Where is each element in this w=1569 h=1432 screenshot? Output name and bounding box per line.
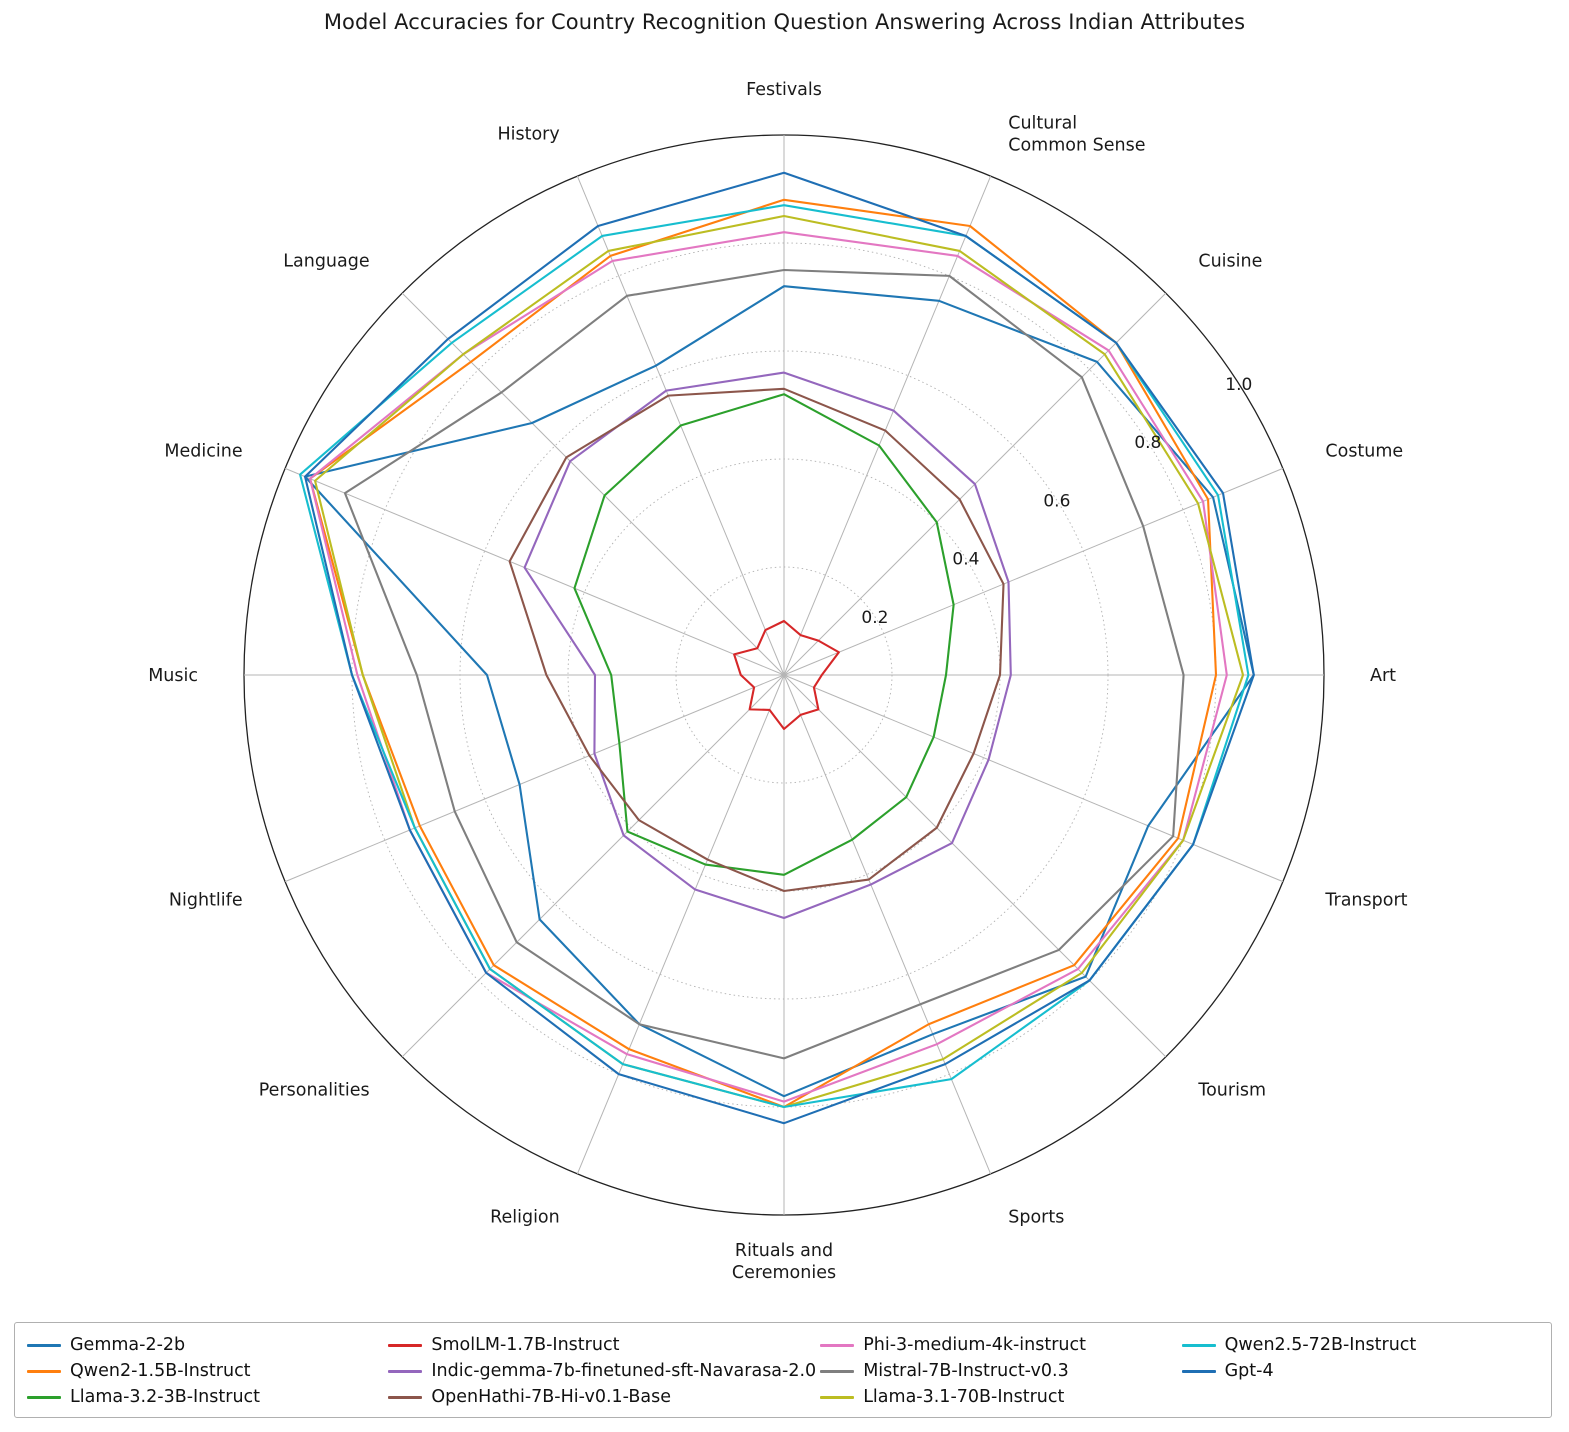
category-label-1: Cultural Common Sense [1008, 113, 1146, 156]
legend-swatch-icon [820, 1370, 854, 1373]
radial-tick-label: 0.4 [952, 549, 980, 570]
legend-swatch-icon [388, 1396, 422, 1399]
axis-spoke [285, 468, 784, 675]
legend-item[interactable] [820, 1361, 1177, 1381]
axis-spoke [784, 675, 991, 1174]
legend-swatch-icon [388, 1344, 422, 1347]
category-label-7: Sports [1008, 1207, 1065, 1228]
radial-tick-label: 0.6 [1043, 491, 1071, 512]
legend-item[interactable] [820, 1335, 1177, 1355]
series-line-7 [345, 270, 1184, 1058]
category-label-6: Tourism [1198, 1080, 1267, 1101]
legend-label: Llama-3.2-3B-Instruct [70, 1387, 261, 1407]
legend-swatch-icon [820, 1344, 854, 1347]
legend-label: Gemma-2-2b [70, 1335, 186, 1355]
category-label-11: Nightlife [168, 890, 243, 911]
legend-item[interactable] [388, 1335, 816, 1355]
page-title: Model Accuracies for Country Recognition Question Answering Across Indian Attributes [323, 10, 1246, 34]
legend-swatch-icon [1182, 1370, 1216, 1373]
legend-item[interactable] [820, 1387, 1177, 1407]
radial-tick-label: 0.2 [861, 607, 889, 628]
legend-swatch-icon [27, 1370, 61, 1373]
legend-label: SmolLM-1.7B-Instruct [431, 1335, 620, 1355]
legend-item[interactable] [27, 1335, 384, 1355]
axis-spoke [784, 675, 1166, 1057]
category-label-8: Rituals and Ceremonies [731, 1241, 837, 1283]
legend-label: Mistral-7B-Instruct-v0.3 [863, 1361, 1069, 1381]
category-label-13: Medicine [164, 441, 243, 462]
legend-item[interactable] [388, 1387, 816, 1407]
category-label-2: Cuisine [1198, 251, 1263, 272]
radial-tick-label: 0.8 [1134, 433, 1162, 454]
category-label-10: Personalities [258, 1080, 370, 1101]
series-line-10 [305, 173, 1254, 1123]
legend-label: OpenHathi-7B-Hi-v0.1-Base [431, 1387, 671, 1407]
legend-label: Qwen2.5-72B-Instruct [1224, 1335, 1417, 1355]
category-label-4: Art [1370, 666, 1397, 686]
axis-spoke [402, 675, 784, 1057]
legend-label: Indic-gemma-7b-finetuned-sft-Navarasa-2.0 [431, 1361, 817, 1381]
legend-item[interactable] [27, 1387, 384, 1407]
legend-label: Phi-3-medium-4k-instruct [863, 1335, 1086, 1355]
series-line-9 [300, 205, 1248, 1107]
legend [14, 1322, 1552, 1418]
axis-spoke [402, 293, 784, 675]
legend-item[interactable] [1182, 1335, 1539, 1355]
legend-swatch-icon [27, 1344, 61, 1347]
legend-label: Qwen2-1.5B-Instruct [70, 1361, 251, 1381]
legend-swatch-icon [27, 1396, 61, 1399]
series-line-8 [315, 216, 1243, 1107]
radial-tick-label: 1.0 [1225, 374, 1253, 395]
legend-swatch-icon [388, 1370, 422, 1373]
legend-swatch-icon [1182, 1344, 1216, 1347]
category-label-15: History [497, 124, 560, 145]
category-label-5: Transport [1325, 890, 1408, 911]
series-line-6 [310, 232, 1227, 1101]
series-line-5 [510, 389, 1004, 891]
series-line-0 [305, 286, 1254, 1096]
category-label-0: Festivals [746, 80, 822, 100]
legend-item[interactable] [388, 1361, 816, 1381]
radar-plot-area [0, 45, 1569, 1305]
radar-chart [0, 45, 1569, 1305]
axis-spoke [285, 675, 784, 882]
category-label-14: Language [283, 251, 370, 272]
legend-swatch-icon [820, 1396, 854, 1399]
category-label-12: Music [148, 666, 198, 686]
legend-label: Llama-3.1-70B-Instruct [863, 1387, 1065, 1407]
category-label-3: Costume [1325, 441, 1404, 462]
legend-item[interactable] [1182, 1361, 1539, 1381]
legend-label: Gpt-4 [1224, 1361, 1274, 1381]
category-label-9: Religion [490, 1207, 560, 1228]
legend-item[interactable] [27, 1361, 384, 1381]
